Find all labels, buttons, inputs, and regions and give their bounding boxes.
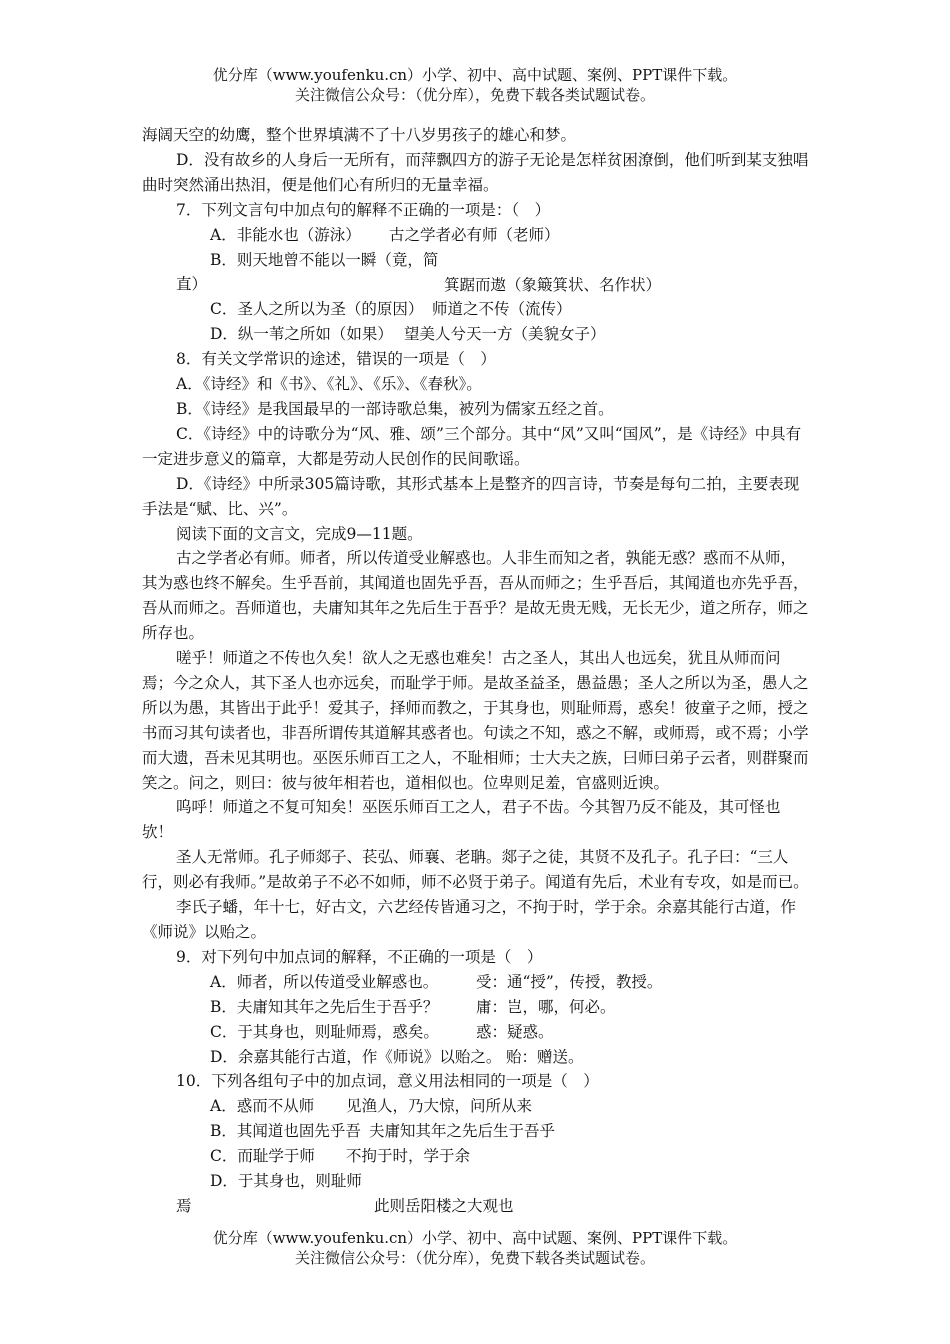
q9-d-right: 贻：赠送。 [506, 1047, 584, 1066]
passage-paragraph-4: 圣人无常师。孔子师郯子、苌弘、师襄、老聃。郯子之徒，其贤不及孔子。孔子曰：“三人行，则必有我师。”是故弟子不必不如师，师不必贤于弟子。闻道有先后，术业有专攻，如是而已。 [142, 848, 809, 892]
footer-line-1: 优分库（www.youfenku.cn）小学、初中、高中试题、案例、PPT课件下载。 [212, 1229, 738, 1247]
question-9-option-b [142, 995, 810, 1020]
question-9-option-c [142, 1020, 810, 1045]
q7-b-right: 箕踞而遨（象簸箕状、名作状） [444, 275, 662, 294]
question-8-option-c: C．《诗经》中的诗歌分为“风、雅、颂”三个部分。其中“风”又叫“国风”，是《诗经》中具有一定进步意义的篇章，大都是劳动人民创作的民间歌谣。 [142, 424, 802, 468]
q9-a-left: A．师者，所以传道受业解惑也。 [210, 972, 439, 991]
q7-a-right: 古之学者必有师（老师） [389, 225, 560, 244]
passage-continuation: 海阔天空的幼鹰，整个世界填满不了十八岁男孩子的雄心和梦。 [142, 126, 577, 144]
question-8: 8．有关文学常识的途述，错误的一项是（ ） [176, 350, 496, 369]
question-7-option-c [142, 297, 810, 322]
footer-line-2: 关注微信公众号：（优分库），免费下载各类试题试卷。 [294, 1249, 655, 1267]
q7-d-right: 望美人兮天一方（美貌女子） [404, 325, 606, 344]
question-10-option-b [142, 1119, 810, 1144]
q10-b-right: 夫庸知其年之先后生于吾乎 [369, 1122, 556, 1141]
question-8-option-d: D．《诗经》中所录305篇诗歌，其形式基本上是整齐的四言诗，节奏是每句二拍，主要表现手法是“赋、比、兴”。 [142, 474, 800, 518]
q9-c-right: 惑：疑惑。 [476, 1022, 554, 1041]
document-body [142, 123, 810, 1219]
passage-paragraph-2: 嗟乎！师道之不传也久矣！欲人之无惑也难矣！古之圣人，其出人也远矣，犹且从师而问焉；今之众人，其下圣人也亦远矣，而耻学于师。是故圣益圣，愚益愚；圣人之所以为圣，愚人之所以为愚，其皆出于此乎！爱其子，择师而教之，于其身也，则耻师焉，惑矣！彼童子之师，授之书而习其句读者也，非吾所谓传其道解其惑者也。句读之不知，惑之不解，或师焉，或不焉；小学而大遗，吾未见其明也。巫医乐师百工之人，不耻相师；士大夫之族，曰师曰弟子云者，则群聚而笑之。问之，则曰：彼与彼年相若也，道相似也。位卑则足羞，官盛则近谀。 [142, 649, 809, 792]
q7-c-right: 师道之不传（流传） [432, 300, 572, 319]
reading-intro: 阅读下面的文言文，完成9—11题。 [176, 524, 423, 543]
passage-paragraph-5: 李氏子蟠，年十七，好古文，六艺经传皆通习之，不拘于时，学于余。余嘉其能行古道，作《师说》以贻之。 [142, 898, 797, 941]
header-line-2: 关注微信公众号：（优分库），免费下载各类试题试卷。 [294, 86, 655, 104]
q9-d-left: D．余嘉其能行古道，作《师说》以贻之。 [210, 1047, 502, 1066]
q9-c-left: C．于其身也，则耻师焉，惑矣。 [210, 1022, 439, 1041]
page-footer [0, 1228, 950, 1268]
question-8-option-a: A．《诗经》和《书》、《礼》、《乐》、《春秋》。 [176, 375, 482, 394]
q7-c-left: C．圣人之所以为圣（的原因） [210, 300, 424, 319]
passage-paragraph-3: 呜呼！师道之不复可知矣！巫医乐师百工之人，君子不齿。今其智乃反不能及，其可怪也欤！ [142, 798, 781, 842]
q7-b-left: B．则天地曾不能以一瞬（竟，简直） [176, 250, 439, 294]
q10-a-left: A．惑而不从师 [210, 1097, 315, 1116]
q10-a-right: 见渔人，乃大惊，问所从来 [346, 1097, 533, 1116]
question-7-option-d [142, 322, 810, 347]
q10-d-left: D．于其身也，则耻师焉 [176, 1172, 362, 1215]
question-9-option-d [142, 1045, 810, 1070]
question-7-option-a [142, 223, 810, 248]
q10-c-right: 不拘于时，学于余 [346, 1147, 471, 1166]
q7-d-left: D．纵一苇之所如（如果） [210, 325, 393, 344]
page-header [0, 65, 950, 105]
question-7: 7．下列文言句中加点句的解释不正确的一项是：（ ） [176, 200, 551, 219]
q10-b-left: B．其闻道也固先乎吾 [210, 1122, 361, 1141]
q9-b-right: 庸：岂，哪，何必。 [476, 997, 616, 1016]
question-10-option-a [142, 1094, 810, 1119]
question-9: 9．对下列句中加点词的解释，不正确的一项是（ ） [176, 947, 543, 966]
question-10-option-d [142, 1169, 810, 1219]
q9-b-left: B．夫庸知其年之先后生于吾乎？ [210, 997, 439, 1016]
q9-a-right: 受：通“授”，传授，教授。 [476, 972, 663, 991]
q10-c-left: C．而耻学于师 [210, 1147, 315, 1166]
q7-a-left: A．非能水也（游泳） [210, 225, 361, 244]
q10-d-right: 此则岳阳楼之大观也 [374, 1196, 514, 1215]
question-8-option-b: B．《诗经》是我国最早的一部诗歌总集，被列为儒家五经之首。 [176, 399, 614, 418]
header-line-1: 优分库（www.youfenku.cn）小学、初中、高中试题、案例、PPT课件下载。 [212, 66, 738, 84]
question-9-option-a [142, 970, 810, 995]
question-7-option-b [142, 248, 810, 298]
option-d-prev: D．没有故乡的人身后一无所有，而萍飘四方的游子无论是怎样贫困潦倒，他们听到某支独唱曲时突然涌出热泪，便是他们心有所归的无量幸福。 [142, 150, 809, 194]
question-10-option-c [142, 1144, 810, 1169]
passage-paragraph-1: 古之学者必有师。师者，所以传道受业解惑也。人非生而知之者，孰能无惑？惑而不从师，其为惑也终不解矣。生乎吾前，其闻道也固先乎吾，吾从而师之；生乎吾后，其闻道也亦先乎吾，吾从而师之。吾师道也，夫庸知其年之先后生于吾乎？是故无贵无贱，无长无少，道之所存，师之所存也。 [142, 549, 809, 643]
question-10: 10．下列各组句子中的加点词，意义用法相同的一项是（ ） [176, 1072, 599, 1091]
